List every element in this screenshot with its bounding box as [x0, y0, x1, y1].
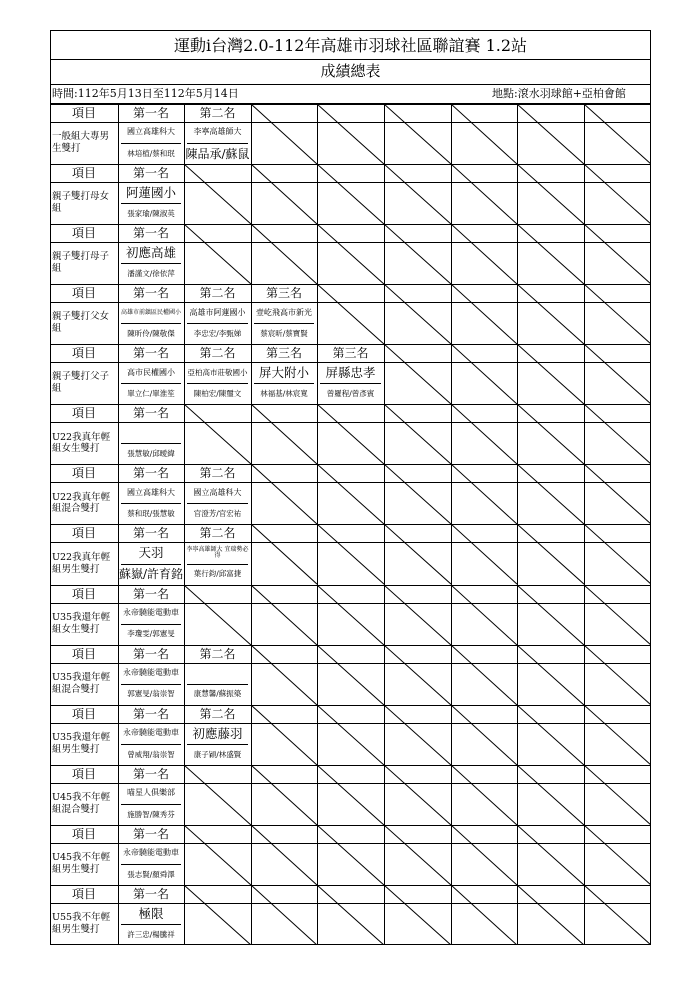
rank-label: 第二名 [199, 526, 236, 541]
column-rule [251, 645, 252, 705]
column-rule [517, 524, 518, 584]
column-rule [451, 524, 452, 584]
column-rule [317, 524, 318, 584]
player-names: 康慧馨/蘇振築 [193, 689, 242, 699]
column-rule [317, 404, 318, 464]
column-rule [584, 885, 585, 945]
column-rule [451, 104, 452, 164]
rank-label: 第一名 [132, 226, 169, 241]
column-rule [384, 705, 385, 765]
rank-label: 第一名 [132, 586, 169, 601]
category-name: 親子雙打父女組 [52, 311, 110, 335]
item-header: 項目 [71, 106, 96, 120]
column-rule [384, 464, 385, 524]
rank-label: 第二名 [199, 106, 236, 120]
team-name: 屏縣忠孝 [325, 365, 376, 381]
column-rule [317, 104, 318, 164]
rank-label: 第一名 [132, 826, 169, 841]
rank-label: 第一名 [132, 346, 169, 361]
category-name: U35我還年輕組女生雙打 [52, 611, 111, 635]
column-rule [451, 344, 452, 404]
category-name: U35我還年輕組男生雙打 [52, 731, 111, 755]
rank-label: 第一名 [132, 166, 169, 181]
column-rule [384, 585, 385, 645]
column-rule [251, 825, 252, 885]
team-name: 喵星人俱樂部 [127, 788, 175, 798]
player-names: 李忠宏/李甄娣 [193, 329, 242, 338]
event-venue: 地點:滾水羽球館+亞柏會館 [492, 87, 626, 100]
team-name [184, 663, 251, 684]
rank-label: 第一名 [132, 406, 169, 421]
column-rule [317, 825, 318, 885]
column-rule [251, 104, 252, 164]
team-name: 永帝驍能電動車 [123, 607, 179, 617]
column-rule [184, 585, 185, 645]
column-rule [517, 464, 518, 524]
player-names: 官澄芳/官宏祐 [193, 509, 242, 519]
player-names: 張慧敏/邱曖緯 [127, 449, 175, 459]
column-rule [584, 224, 585, 284]
rank-label: 第二名 [199, 706, 236, 721]
column-rule [251, 224, 252, 284]
column-rule [584, 344, 585, 404]
column-rule [451, 645, 452, 705]
rank-label: 第一名 [132, 106, 169, 120]
event-time: 時間:112年5月13日至112年5月14日 [52, 87, 239, 100]
item-header: 項目 [71, 526, 96, 541]
team-name: 高雄市前鎮區民權國小 [120, 308, 181, 316]
team-name: 壹屹飛高市新光 [256, 307, 312, 317]
player-names: 張志賢/顏舜澤 [127, 869, 175, 879]
team-name: 阿蓮國小 [125, 185, 176, 201]
player-names: 曾威翔/翁崇智 [127, 749, 175, 759]
rank-label: 第一名 [132, 526, 169, 541]
column-rule [584, 825, 585, 885]
column-rule [517, 885, 518, 945]
category-name: U22我真年輕組混合雙打 [52, 491, 111, 515]
player-names: 曾羅程/曾彥賓 [326, 389, 375, 399]
column-rule [184, 825, 185, 885]
column-rule [184, 404, 185, 464]
category-name: 一般組大專男生雙打 [52, 131, 110, 155]
rank-label: 第一名 [132, 706, 169, 721]
column-rule [317, 585, 318, 645]
category-name: 親子雙打父子組 [52, 371, 110, 395]
rank-label: 第三名 [265, 286, 302, 301]
column-rule [584, 585, 585, 645]
column-rule [584, 524, 585, 584]
column-rule [317, 464, 318, 524]
player-names: 陳昕伶/陳敬傑 [127, 329, 175, 338]
column-rule [384, 224, 385, 284]
column-rule [584, 104, 585, 164]
team-name: 屏大附小 [258, 365, 309, 381]
sheet-title: 運動i台灣2.0-112年高雄市羽球社區聯誼賽 1.2站 [173, 36, 528, 55]
column-rule [184, 164, 185, 224]
rank-label: 第二名 [199, 466, 236, 481]
column-rule [384, 825, 385, 885]
item-header: 項目 [71, 346, 96, 361]
column-rule [517, 344, 518, 404]
column-rule [451, 404, 452, 464]
sheet-subtitle: 成績總表 [320, 62, 381, 80]
column-rule [517, 825, 518, 885]
column-rule [451, 765, 452, 825]
rank-label: 第一名 [132, 466, 169, 481]
column-rule [384, 104, 385, 164]
team-name: 李寧高雄師大 宜瑞勢必得 [186, 545, 249, 559]
item-header: 項目 [71, 646, 96, 661]
player-names: 陳品承/蘇鼠 [185, 146, 250, 161]
column-rule [517, 284, 518, 344]
category-name: U45我不年輕組男生雙打 [52, 851, 111, 875]
column-rule [317, 705, 318, 765]
category-name: U45我不年輕組混合雙打 [52, 791, 111, 815]
column-rule [584, 645, 585, 705]
player-names: 施勝智/陳秀芬 [127, 809, 175, 819]
rank-label: 第三名 [332, 346, 369, 361]
column-rule [517, 104, 518, 164]
column-rule [517, 164, 518, 224]
player-names: 蘇嶽/許育銘 [118, 567, 184, 582]
column-rule [451, 224, 452, 284]
category-name: U35我還年輕組混合雙打 [52, 671, 111, 695]
column-rule [451, 284, 452, 344]
team-name: 國立高雄科大 [127, 127, 175, 137]
column-rule [384, 765, 385, 825]
player-names: 蔡和珉/張慧敏 [127, 509, 175, 519]
column-rule [317, 765, 318, 825]
column-rule [517, 765, 518, 825]
rank-label: 第三名 [265, 346, 302, 361]
column-rule [317, 645, 318, 705]
player-names: 康子穎/林盛賢 [193, 749, 242, 759]
player-names: 蔡宸昕/蔡寶賢 [260, 329, 308, 338]
column-rule [251, 585, 252, 645]
team-name: 高市民權國小 [127, 367, 175, 377]
subtitle-divider [50, 84, 651, 85]
column-rule [584, 464, 585, 524]
column-rule [184, 224, 185, 284]
player-names: 李瓊雯/郭憲旻 [127, 629, 175, 639]
column-rule [451, 825, 452, 885]
column-rule [384, 344, 385, 404]
column-rule [384, 164, 385, 224]
team-name: 永帝驍能電動車 [123, 728, 179, 737]
team-name: 國立高雄科大 [193, 487, 242, 497]
column-rule [584, 404, 585, 464]
team-name: 初應藤羽 [192, 725, 243, 741]
column-rule [584, 164, 585, 224]
rank-label: 第一名 [132, 646, 169, 661]
column-rule [317, 284, 318, 344]
column-rule [584, 705, 585, 765]
rank-label: 第一名 [132, 286, 169, 301]
column-rule [517, 404, 518, 464]
player-names: 潘謹文/徐依萍 [127, 268, 175, 278]
player-names: 單立仁/單淮笙 [127, 389, 175, 399]
column-rule [251, 164, 252, 224]
player-names: 葉行鈞/邱富捷 [193, 569, 242, 579]
item-header: 項目 [71, 766, 96, 781]
column-rule [251, 885, 252, 945]
team-name: 國立高雄科大 [127, 487, 175, 497]
rank-label: 第一名 [132, 886, 169, 901]
team-name: 李寧高雄師大 [193, 127, 242, 137]
rank-label: 第二名 [199, 286, 236, 301]
team-name: 初應高雄 [125, 245, 176, 261]
column-rule [584, 765, 585, 825]
column-rule [251, 765, 252, 825]
column-rule [517, 224, 518, 284]
category-name: U55我不年輕組男生雙打 [52, 912, 111, 935]
column-rule [384, 885, 385, 945]
column-rule [251, 404, 252, 464]
player-names: 張家瑜/陳淑英 [127, 208, 175, 218]
item-header: 項目 [71, 226, 96, 241]
rank-label: 第二名 [199, 646, 236, 661]
category-name: 親子雙打母女組 [52, 191, 110, 215]
item-header: 項目 [71, 706, 96, 721]
item-header: 項目 [71, 826, 96, 841]
column-rule [251, 705, 252, 765]
item-header: 項目 [71, 586, 96, 601]
category-name: 親子雙打母子組 [52, 251, 110, 275]
column-rule [451, 464, 452, 524]
player-names: 林福基/林宸寬 [260, 389, 308, 399]
item-header: 項目 [71, 406, 96, 421]
rank-label: 第一名 [132, 766, 169, 781]
player-names: 郭憲旻/翁崇智 [127, 689, 175, 699]
column-rule [517, 585, 518, 645]
player-names: 林培植/蔡和珉 [127, 148, 175, 158]
column-rule [451, 585, 452, 645]
item-header: 項目 [71, 166, 96, 181]
column-rule [317, 224, 318, 284]
column-rule [384, 284, 385, 344]
team-name: 亞柏高市莊敬國小 [187, 367, 248, 377]
item-header: 項目 [71, 466, 96, 481]
team-name: 天羽 [138, 545, 164, 561]
category-name: U22我真年輕組男生雙打 [52, 551, 111, 575]
column-rule [517, 705, 518, 765]
column-rule [317, 164, 318, 224]
team-name: 高雄市阿蓮國小 [189, 307, 246, 317]
team-name: 永帝驍能電動車 [123, 848, 179, 858]
column-rule [451, 164, 452, 224]
column-rule [584, 284, 585, 344]
column-rule [184, 885, 185, 945]
item-header: 項目 [71, 286, 96, 301]
item-header: 項目 [71, 886, 96, 901]
column-rule [317, 885, 318, 945]
column-rule [451, 885, 452, 945]
title-divider [50, 59, 651, 60]
team-name [118, 422, 184, 443]
column-rule [251, 464, 252, 524]
team-name: 極限 [138, 905, 164, 921]
results-sheet [50, 30, 651, 945]
column-rule [517, 645, 518, 705]
column-rule [451, 705, 452, 765]
player-names: 許三忠/楊騰祥 [127, 929, 175, 939]
category-name: U22我真年輕組女生雙打 [52, 431, 111, 455]
column-rule [384, 645, 385, 705]
column-rule [384, 404, 385, 464]
rank-label: 第二名 [199, 346, 236, 361]
team-name: 永帝驍能電動車 [123, 667, 179, 677]
column-rule [251, 524, 252, 584]
column-rule [384, 524, 385, 584]
column-rule [184, 765, 185, 825]
player-names: 陳柏宏/陳璽文 [193, 389, 242, 399]
